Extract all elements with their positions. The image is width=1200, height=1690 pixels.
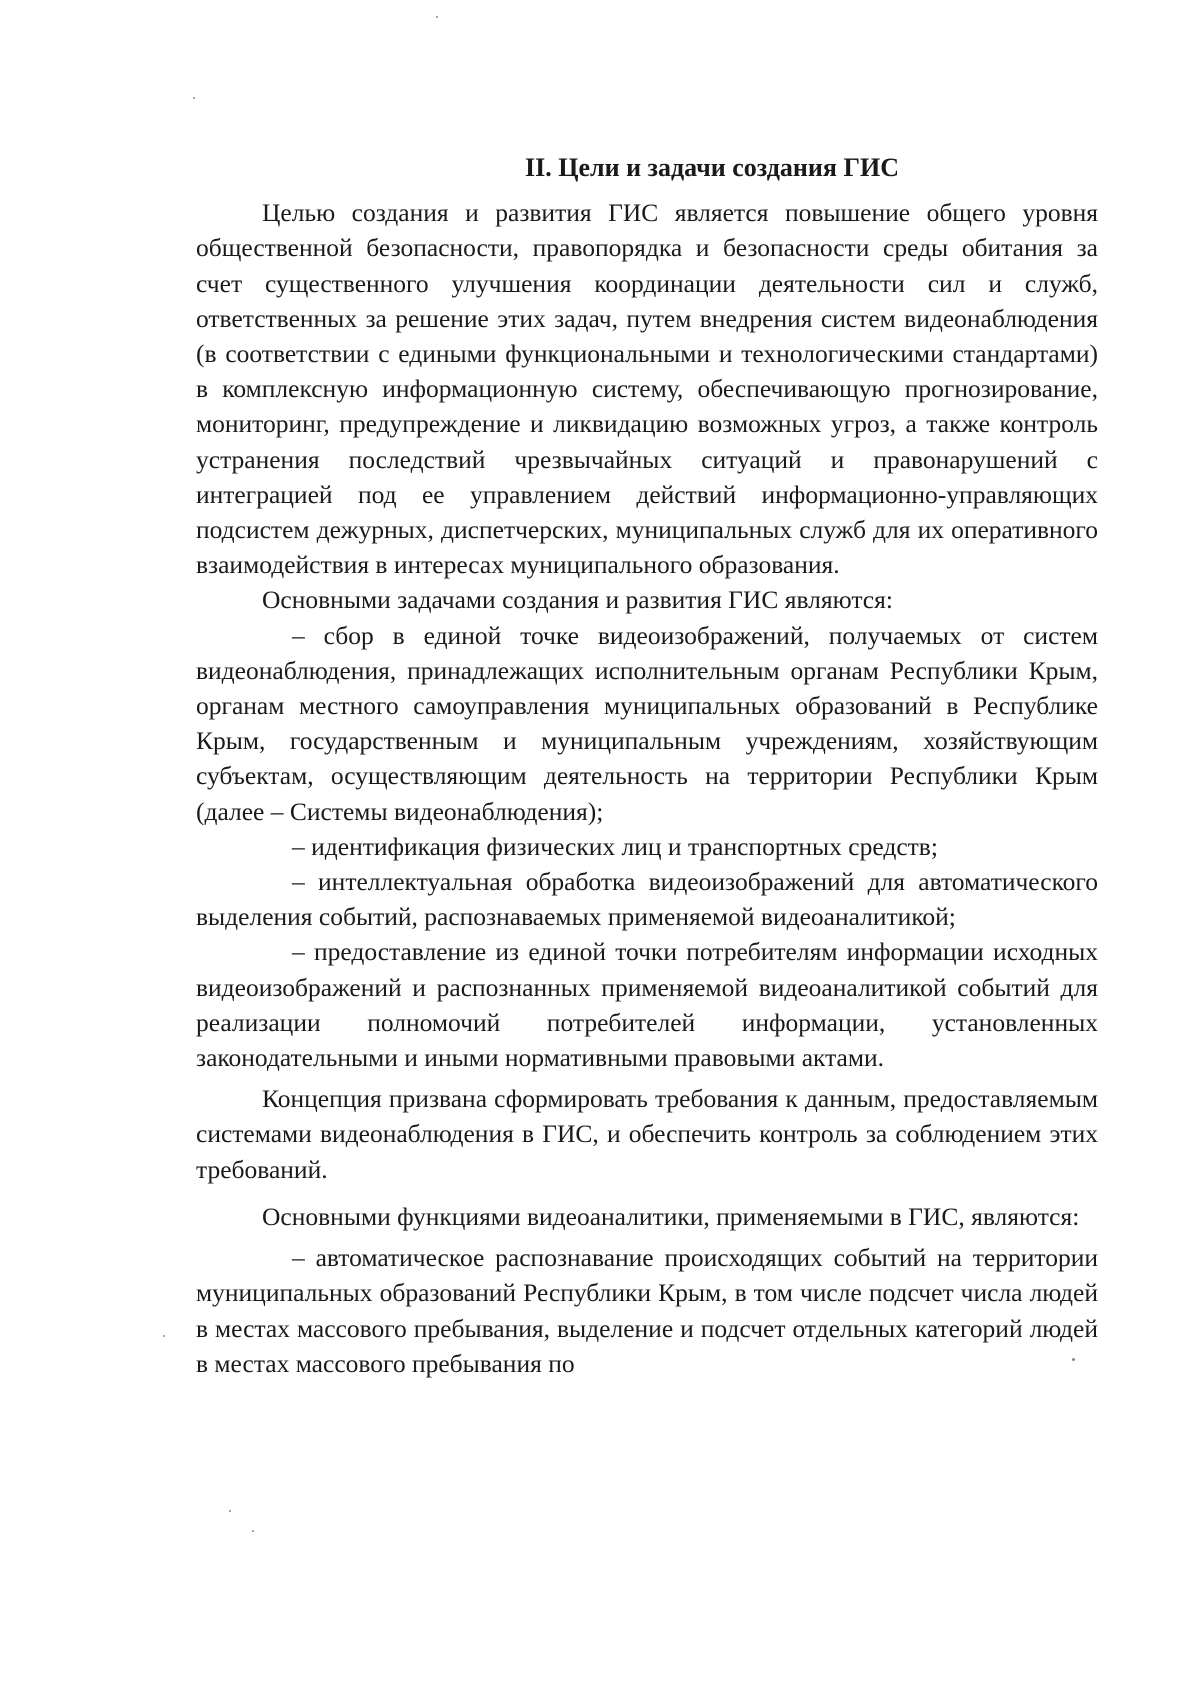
task-item: – предоставление из единой точки потребителям информации исходных видеоизображений и распознанных применяемой видеоаналитикой событий для реализации полномочий потребителей информации, установленных законодательными и иными нормативными правовыми актами. bbox=[196, 937, 1098, 1073]
task-item: – сбор в единой точке видеоизображений, получаемых от систем видеонаблюдения, принадлежащих исполнительным органам Республики Крым, органам местного самоуправления муниципальных образований в Республике Крым, государственным и муниципальным учреждениям, хозяйствующим субъектам, осуществляющим деятельность на территории Республики Крым (далее – Системы видеонаблюдения); bbox=[196, 620, 1098, 826]
task-item: – интеллектуальная обработка видеоизображений для автоматического выделения событий, распознаваемых применяемой видеоаналитикой; bbox=[196, 867, 1098, 932]
function-item: – автоматическое распознавание происходящих событий на территории муниципальных образований Республики Крым, в том числе подсчет числа людей в местах массового пребывания, выделение и подсчет отдельных категорий людей в местах массового пребывания по bbox=[196, 1243, 1098, 1378]
scan-speck bbox=[193, 97, 195, 99]
functions-intro: Основными функциями видеоаналитики, применяемыми в ГИС, являются: bbox=[262, 1201, 1080, 1231]
concept-paragraph: Концепция призвана сформировать требования к данным, предоставляемым системами видеонаблюдения в ГИС, и обеспечить контроль за соблюдением этих требований. bbox=[196, 1084, 1098, 1184]
scan-speck bbox=[436, 16, 438, 18]
section-heading: II. Цели и задачи создания ГИС bbox=[525, 153, 899, 182]
scan-speck bbox=[229, 1510, 231, 1512]
scan-speck bbox=[163, 1335, 165, 1337]
goal-paragraph: Целью создания и развития ГИС является повышение общего уровня общественной безопасности, правопорядка и безопасности среды обитания за счет существенного улучшения координации деятельности сил и служб, ответственных за решение этих задач, путем внедрения систем видеонаблюдения (в соответствии с едиными функциональными и технологическими стандартами) в комплексную информационную систему, обеспечивающую прогнозирование, мониторинг, предупреждение и ликвидацию возможных угроз, а также контроль устранения последствий чрезвычайных ситуаций и правонарушений с интеграцией под ее управлением действий информационно-управляющих подсистем дежурных, диспетчерских, муниципальных служб для их оперативного взаимодействия в интересах муниципального образования. bbox=[196, 198, 1098, 580]
scan-speck bbox=[252, 1530, 254, 1532]
task-item: – идентификация физических лиц и транспортных средств; bbox=[292, 831, 938, 861]
document-body bbox=[196, 150, 1098, 1381]
tasks-intro: Основными задачами создания и развития ГИС являются: bbox=[262, 585, 893, 615]
